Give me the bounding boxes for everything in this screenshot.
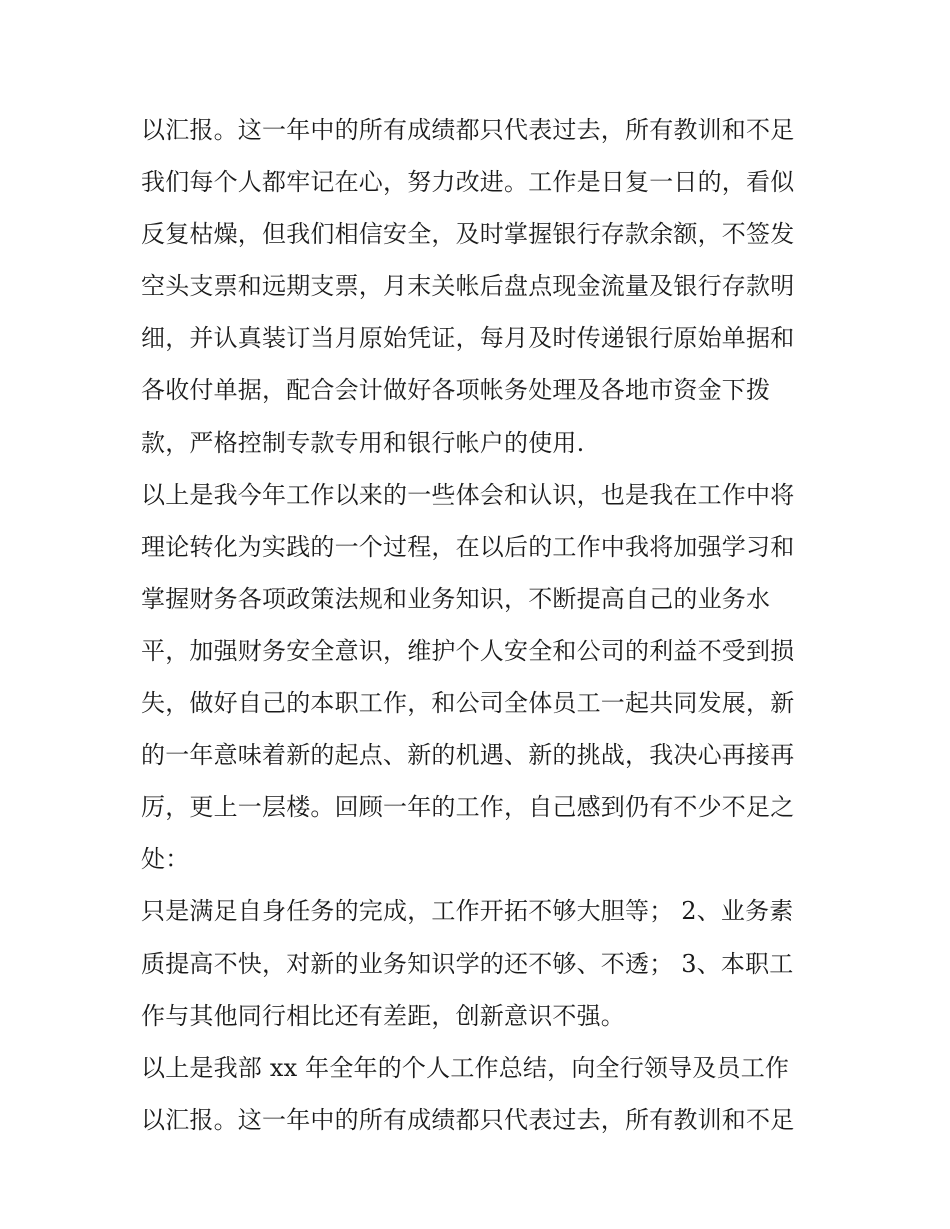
text-line: 掌握财务各项政策法规和业务知识，不断提高自己的业务水	[141, 584, 771, 613]
text-line: 以上是我部 xx 年全年的个人工作总结，向全行领导及员工作	[141, 1053, 790, 1082]
text-line: 各收付单据，配合会计做好各项帐务处理及各地市资金下拨	[141, 376, 771, 405]
text-line: 我们每个人都牢记在心，努力改进。工作是日复一日的，看似	[141, 168, 795, 197]
text-line: 作与其他同行相比还有差距，创新意识不强。	[141, 1001, 625, 1030]
text-line: 以汇报。这一年中的所有成绩都只代表过去，所有教训和不足	[141, 1105, 795, 1134]
text-line: 款，严格控制专款专用和银行帐户的使用.	[141, 428, 585, 457]
text-line: 平，加强财务安全意识，维护个人安全和公司的利益不受到损	[141, 636, 795, 665]
text-line: 处：	[141, 845, 190, 874]
text-line: 以汇报。这一年中的所有成绩都只代表过去，所有教训和不足	[141, 116, 795, 144]
document-body	[141, 104, 821, 1146]
text-line: 失，做好自己的本职工作，和公司全体员工一起共同发展，新	[141, 689, 795, 718]
text-line: 细，并认真装订当月原始凭证，每月及时传递银行原始单据和	[141, 324, 795, 353]
text-line: 厉，更上一层楼。回顾一年的工作，自己感到仍有不少不足之	[141, 793, 795, 822]
text-line: 反复枯燥，但我们相信安全，及时掌握银行存款余额，不签发	[141, 220, 795, 249]
text-line: 质提高不快，对新的业务知识学的还不够、不透； 3、本职工	[141, 949, 794, 978]
text-line: 只是满足自身任务的完成，工作开拓不够大胆等； 2、业务素	[141, 897, 794, 926]
text-line: 理论转化为实践的一个过程，在以后的工作中我将加强学习和	[141, 532, 795, 561]
text-line: 以上是我今年工作以来的一些体会和认识，也是我在工作中将	[141, 480, 795, 509]
text-line: 空头支票和远期支票，月末关帐后盘点现金流量及银行存款明	[141, 272, 795, 301]
text-line: 的一年意味着新的起点、新的机遇、新的挑战，我决心再接再	[141, 741, 795, 770]
